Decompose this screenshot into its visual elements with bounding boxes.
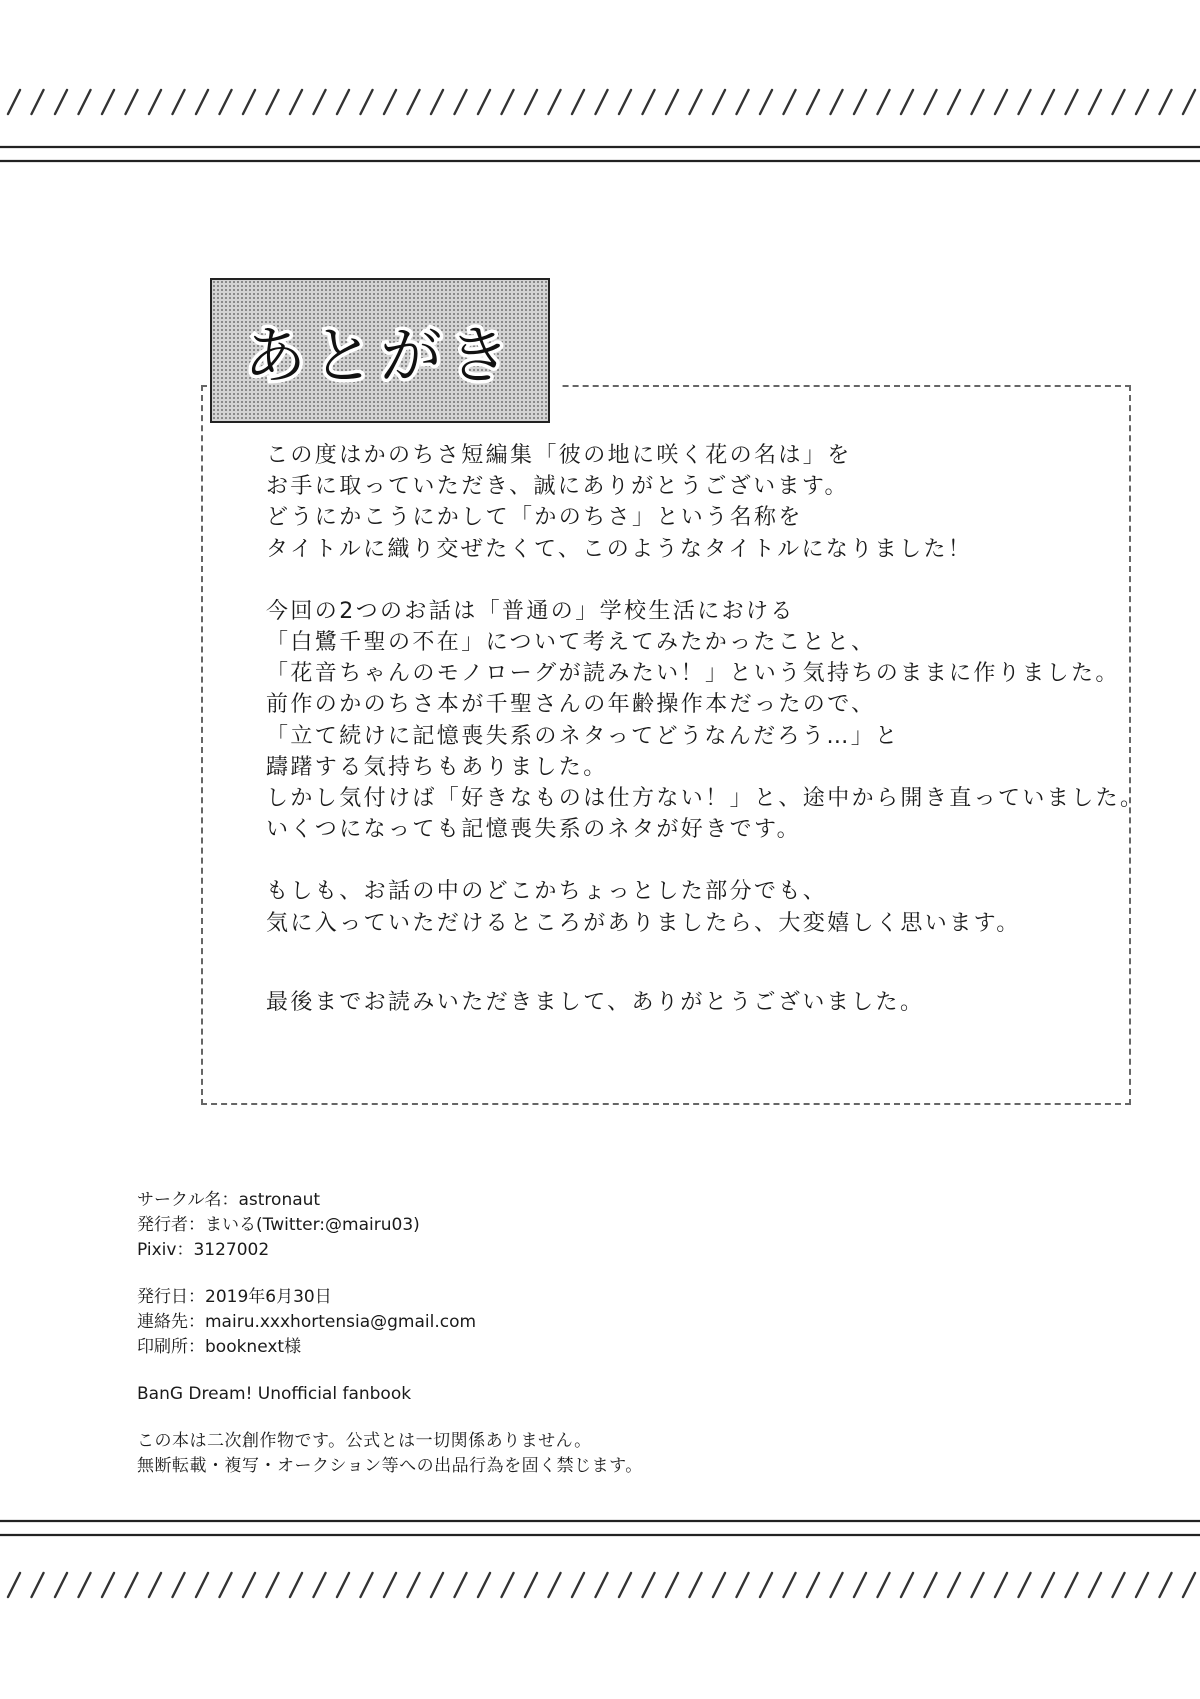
hatch-stroke [102,90,114,114]
hatch-stroke [1113,90,1125,114]
hatch-stroke [807,90,819,114]
hatch-stroke [596,1573,608,1597]
hatch-stroke [173,1573,185,1597]
hatch-stroke [643,90,655,114]
hatch-stroke [384,90,396,114]
hatch-stroke [478,1573,490,1597]
body-line: どうにかこうにかして「かのちさ」という名称を [266,505,803,531]
hatch-stroke [643,1573,655,1597]
hatch-stroke [549,90,561,114]
hatch-stroke [408,1573,420,1597]
hatch-stroke [901,1573,913,1597]
hatch-stroke [220,90,232,114]
hatch-stroke [267,90,279,114]
hatch-stroke [290,1573,302,1597]
hatch-stroke [690,90,702,114]
body-line: 躊躇する気持ちもありました。 [266,754,608,780]
body-line: お手に取っていただき、誠にありがとうございます。 [266,474,849,500]
hatch-stroke [79,90,91,114]
hatch-stroke [901,90,913,114]
hatch-stroke [8,1573,20,1597]
top-double-rule [0,144,1200,166]
frame-gap [552,380,562,392]
hatch-stroke [925,1573,937,1597]
hatch-stroke [55,1573,67,1597]
hatch-stroke [972,90,984,114]
hatch-stroke [502,90,514,114]
body-line: 気に入っていただけるところがありましたら、大変嬉しく思います。 [266,910,1021,936]
hatch-stroke [619,1573,631,1597]
afterword-title-box [210,278,550,423]
hatch-stroke [1113,1573,1125,1597]
hatch-stroke [1160,90,1172,114]
bottom-hatch-band [0,1569,1200,1601]
colophon [137,1188,643,1501]
hatch-stroke [525,90,537,114]
hatch-stroke [1089,1573,1101,1597]
pixiv-id: Pixiv：3127002 [137,1240,270,1260]
body-line: 「白鷺千聖の不在」について考えてみたかったことと、 [266,630,876,656]
hatch-stroke [502,1573,514,1597]
hatch-stroke [784,90,796,114]
hatch-stroke [925,90,937,114]
body-line: もしも、お話の中のどこかちょっとした部分でも、 [266,879,828,905]
hatch-stroke [666,90,678,114]
hatch-stroke [619,90,631,114]
hatch-stroke [455,1573,467,1597]
hatch-stroke [760,1573,772,1597]
hatch-stroke [1066,90,1078,114]
hatch-stroke [831,1573,843,1597]
hatch-stroke [1019,1573,1031,1597]
hatch-stroke [408,90,420,114]
hatch-stroke [220,1573,232,1597]
hatch-stroke [737,90,749,114]
hatch-stroke [314,90,326,114]
hatch-stroke [878,90,890,114]
colophon-circle-info [137,1188,643,1263]
hatch-stroke [1183,90,1195,114]
hatch-stroke [784,1573,796,1597]
hatch-stroke [431,1573,443,1597]
hatch-stroke [1136,1573,1148,1597]
printer: 印刷所：booknext様 [137,1337,302,1357]
hatch-stroke [126,1573,138,1597]
hatch-stroke [8,90,20,114]
hatch-stroke [55,90,67,114]
top-hatch-band [0,86,1200,118]
hatch-stroke [948,90,960,114]
publisher: 発行者：まいる(Twitter:@mairu03) [137,1215,420,1235]
colophon-fanbook [137,1382,643,1407]
colophon-notice [137,1429,643,1479]
hatch-stroke [126,90,138,114]
hatch-stroke [32,1573,44,1597]
hatch-stroke [337,1573,349,1597]
hatch-stroke [737,1573,749,1597]
notice-line: この本は二次創作物です。公式とは一切関係ありません。 [137,1431,592,1451]
publish-date: 発行日：2019年6月30日 [137,1287,332,1307]
hatch-stroke [79,1573,91,1597]
hatch-stroke [854,1573,866,1597]
hatch-stroke [196,1573,208,1597]
hatch-stroke [1183,1573,1195,1597]
hatch-stroke [1160,1573,1172,1597]
hatch-stroke [831,90,843,114]
hatch-stroke [596,90,608,114]
body-line: 今回の2つのお話は「普通の」学校生活における [266,598,795,624]
afterword-paragraph-3 [266,876,1126,938]
body-line: この度はかのちさ短編集「彼の地に咲く花の名は」を [266,443,852,468]
body-line: 「花音ちゃんのモノローグが読みたい！」という気持ちのままに作りました。 [266,661,1120,687]
afterword-paragraph-1 [266,440,1126,565]
body-line: タイトルに織り交ぜたくて、このようなタイトルになりました！ [266,536,973,562]
hatch-stroke [549,1573,561,1597]
hatch-stroke [149,90,161,114]
body-line: いくつになっても記憶喪失系のネタが好きです。 [266,817,802,843]
hatch-stroke [431,90,443,114]
hatch-stroke [243,1573,255,1597]
hatch-stroke [196,90,208,114]
hatch-stroke [243,90,255,114]
hatch-stroke [314,1573,326,1597]
hatch-stroke [102,1573,114,1597]
body-line: しかし気付けば「好きなものは仕方ない！」と、途中から開き直っていました。 [266,786,1145,812]
hatch-stroke [525,1573,537,1597]
hatch-stroke [690,1573,702,1597]
hatch-stroke [1042,1573,1054,1597]
hatch-stroke [807,1573,819,1597]
hatch-stroke [149,1573,161,1597]
hatch-stroke [1042,90,1054,114]
afterword-paragraph-4 [266,987,1126,1018]
hatch-stroke [290,90,302,114]
hatch-stroke [1019,90,1031,114]
contact-email: 連絡先：mairu.xxxhortensia@gmail.com [137,1312,477,1332]
colophon-publication-info [137,1285,643,1360]
afterword-body [266,440,1145,1049]
body-line: 前作のかのちさ本が千聖さんの年齢操作本だったので、 [266,692,876,718]
hatch-stroke [455,90,467,114]
hatch-stroke [1136,90,1148,114]
hatch-stroke [1089,90,1101,114]
hatch-stroke [361,1573,373,1597]
fanbook-label: BanG Dream! Unofficial fanbook [137,1384,412,1404]
hatch-stroke [854,90,866,114]
hatch-stroke [972,1573,984,1597]
hatch-stroke [337,90,349,114]
hatch-stroke [995,90,1007,114]
hatch-stroke [572,1573,584,1597]
hatch-stroke [948,1573,960,1597]
hatch-stroke [173,90,185,114]
notice-line: 無断転載・複写・オークション等への出品行為を固く禁じます。 [137,1456,643,1476]
hatch-stroke [267,1573,279,1597]
body-line: 最後までお読みいただきまして、ありがとうございました。 [266,989,925,1015]
hatch-stroke [666,1573,678,1597]
hatch-stroke [384,1573,396,1597]
hatch-stroke [1066,1573,1078,1597]
hatch-stroke [995,1573,1007,1597]
hatch-stroke [760,90,772,114]
afterword-paragraph-2 [266,596,1145,846]
hatch-stroke [878,1573,890,1597]
hatch-stroke [478,90,490,114]
hatch-stroke [32,90,44,114]
bottom-double-rule [0,1518,1200,1540]
hatch-stroke [361,90,373,114]
afterword-title: あとがき [243,319,516,392]
hatch-stroke [713,1573,725,1597]
body-line: 「立て続けに記憶喪失系のネタってどうなんだろう…」と [266,723,900,749]
hatch-stroke [572,90,584,114]
circle-name: サークル名：astronaut [137,1190,321,1210]
hatch-stroke [713,90,725,114]
